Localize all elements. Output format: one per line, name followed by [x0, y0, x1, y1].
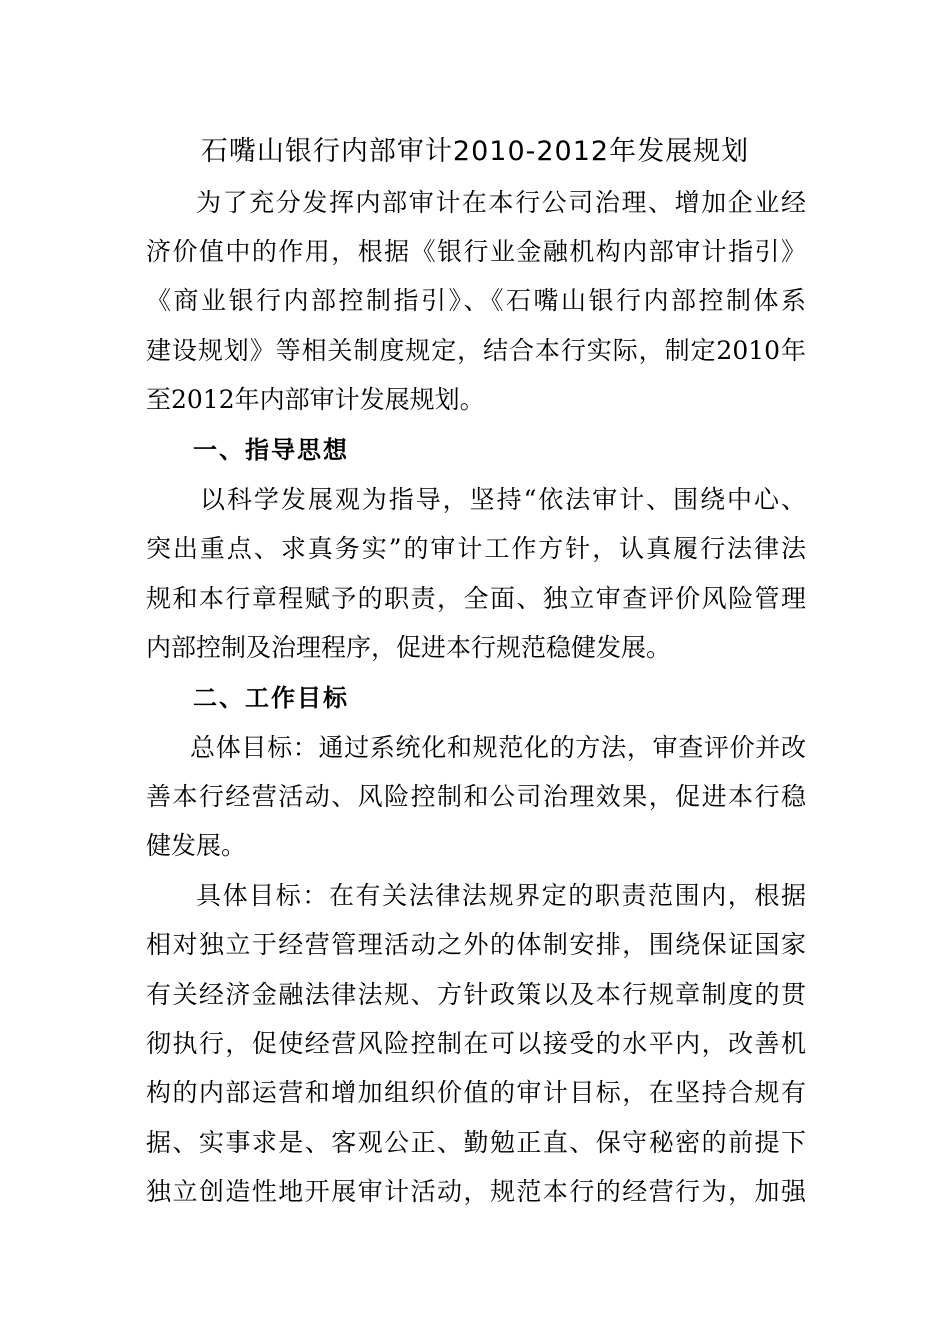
specific-goal-line-2: 相对独立于经营管理活动之外的体制安排，围绕保证国家: [146, 930, 806, 959]
section1-line-3: 规和本行章程赋予的职责，全面、独立审查评价风险管理: [146, 584, 806, 613]
specific-goal-line-5: 构的内部运营和增加组织价值的审计目标，在坚持合规有: [146, 1078, 806, 1107]
intro-line-3: 《商业银行内部控制指引》、《石嘴山银行内部控制体系: [146, 286, 806, 315]
specific-goal-line-4: 彻执行，促使经营风险控制在可以接受的水平内，改善机: [146, 1029, 806, 1058]
section1-line-4: 内部控制及治理程序，促进本行规范稳健发展。: [146, 633, 672, 662]
intro-line-2: 济价值中的作用，根据《银行业金融机构内部审计指引》: [146, 237, 806, 266]
specific-goal-line-6: 据、实事求是、客观公正、勤勉正直、保守秘密的前提下: [146, 1128, 806, 1157]
intro-line-5: 至2012年内部审计发展规划。: [146, 385, 485, 414]
specific-goal-line-1: 具体目标：在有关法律法规界定的职责范围内，根据: [196, 881, 806, 910]
section-heading-guiding-thought: 一、指导思想: [193, 436, 349, 464]
intro-line-1: 为了充分发挥内部审计在本行公司治理、增加企业经: [196, 188, 806, 217]
intro-line-4: 建设规划》等相关制度规定，结合本行实际，制定2010年: [146, 336, 806, 365]
overall-goal-line-2: 善本行经营活动、风险控制和公司治理效果，促进本行稳: [146, 782, 806, 811]
section-heading-work-goals: 二、工作目标: [193, 684, 349, 712]
section1-line-1: 以科学发展观为指导，坚持“依法审计、围绕中心、: [200, 485, 806, 514]
specific-goal-line-7: 独立创造性地开展审计活动，规范本行的经营行为，加强: [146, 1177, 806, 1206]
overall-goal-line-1: 总体目标：通过系统化和规范化的方法，审查评价并改: [190, 733, 806, 762]
overall-goal-line-3: 健发展。: [146, 831, 247, 860]
document-title: 石嘴山银行内部审计2010-2012年发展规划: [200, 136, 750, 167]
section1-line-2: 突出重点、求真务实”的审计工作方针，认真履行法律法: [146, 534, 806, 563]
specific-goal-line-3: 有关经济金融法律法规、方针政策以及本行规章制度的贯: [146, 980, 806, 1009]
